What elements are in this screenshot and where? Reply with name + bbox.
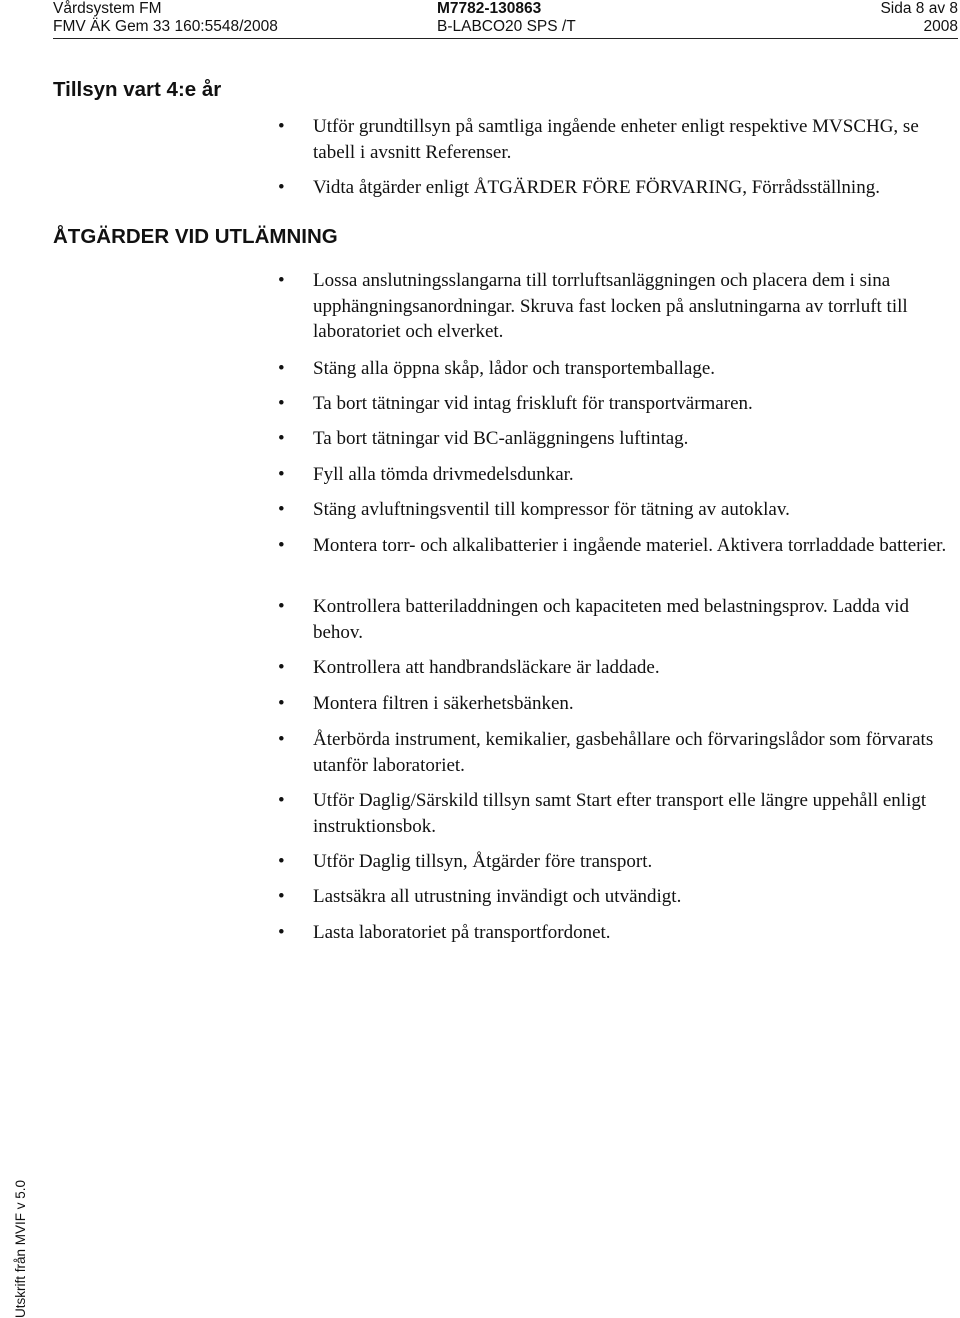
header-doc-code: B-LABCO20 SPS /T (437, 18, 576, 35)
bullet-icon: • (278, 393, 285, 414)
list-item: • Ta bort tätningar vid intag friskluft för transportvärmaren. (313, 391, 957, 417)
bullet-icon: • (278, 177, 285, 198)
header-doc-ref: FMV ÄK Gem 33 160:5548/2008 (53, 18, 278, 35)
list-item: • Lastsäkra all utrustning invändigt och utvändigt. (313, 884, 957, 910)
list-item: • Lasta laboratoriet på transportfordonet. (313, 920, 957, 946)
list-item: • Lossa anslutningsslangarna till torrluftsanläggningen och placera dem i sina upphängningsanordningar. Skruva fast locken på anslutningarna av torrluft till laboratoriet och elverket. (278, 270, 908, 342)
header-doc-number: M7782-130863 (437, 0, 542, 17)
list-item: • Montera torr- och alkalibatterier i ingående materiel. Aktivera torrladdade batterier. (313, 533, 957, 559)
header-system: Vårdsystem FM (53, 0, 162, 17)
section-title-utlamning: ÅTGÄRDER VID UTLÄMNING (53, 225, 338, 248)
list-item: • Montera filtren i säkerhetsbänken. (313, 691, 957, 717)
header-year: 2008 (923, 18, 958, 35)
list-item: • Utför grundtillsyn på samtliga ingående enheter enligt respektive MVSCHG, se tabell i avsnitt Referenser. (278, 116, 919, 163)
bullet-icon: • (278, 886, 285, 907)
bullet-icon: • (278, 790, 285, 811)
bullet-icon: • (278, 922, 285, 943)
list-item: • Utför Daglig/Särskild tillsyn samt Start efter transport elle längre uppehåll enligt instruktionsbok. (278, 790, 927, 837)
list-item: • Ta bort tätningar vid BC-anläggningens luftintag. (313, 426, 957, 452)
header-divider (53, 38, 958, 39)
bullet-icon: • (278, 358, 285, 379)
bullet-icon: • (278, 270, 285, 291)
bullet-icon: • (278, 535, 285, 556)
bullet-icon: • (278, 116, 285, 137)
bullet-icon: • (278, 693, 285, 714)
list-item: • Vidta åtgärder enligt ÅTGÄRDER FÖRE FÖRVARING, Förrådsställning. (313, 175, 957, 201)
list-item: • Återbörda instrument, kemikalier, gasbehållare och förvaringslådor som förvarats utanför laboratoriet. (278, 729, 934, 776)
bullet-icon: • (278, 464, 285, 485)
bullet-icon: • (278, 596, 285, 617)
bullet-icon: • (278, 657, 285, 678)
print-source-note: Utskrift från MVIF v 5.0 (13, 1179, 28, 1318)
bullet-icon: • (278, 499, 285, 520)
header-page-number: Sida 8 av 8 (880, 0, 958, 17)
bullet-icon: • (278, 729, 285, 750)
bullet-icon: • (278, 851, 285, 872)
bullet-icon: • (278, 428, 285, 449)
list-item: • Utför Daglig tillsyn, Åtgärder före transport. (313, 849, 957, 875)
list-item: • Stäng alla öppna skåp, lådor och transportemballage. (313, 356, 957, 382)
section-title-tillsyn: Tillsyn vart 4:e år (53, 78, 222, 101)
list-item: • Kontrollera batteriladdningen och kapaciteten med belastningsprov. Ladda vid behov. (278, 596, 910, 643)
list-item: • Stäng avluftningsventil till kompressor för tätning av autoklav. (313, 497, 957, 523)
list-item: • Fyll alla tömda drivmedelsdunkar. (313, 462, 957, 488)
list-item: • Kontrollera att handbrandsläckare är laddade. (313, 655, 957, 681)
